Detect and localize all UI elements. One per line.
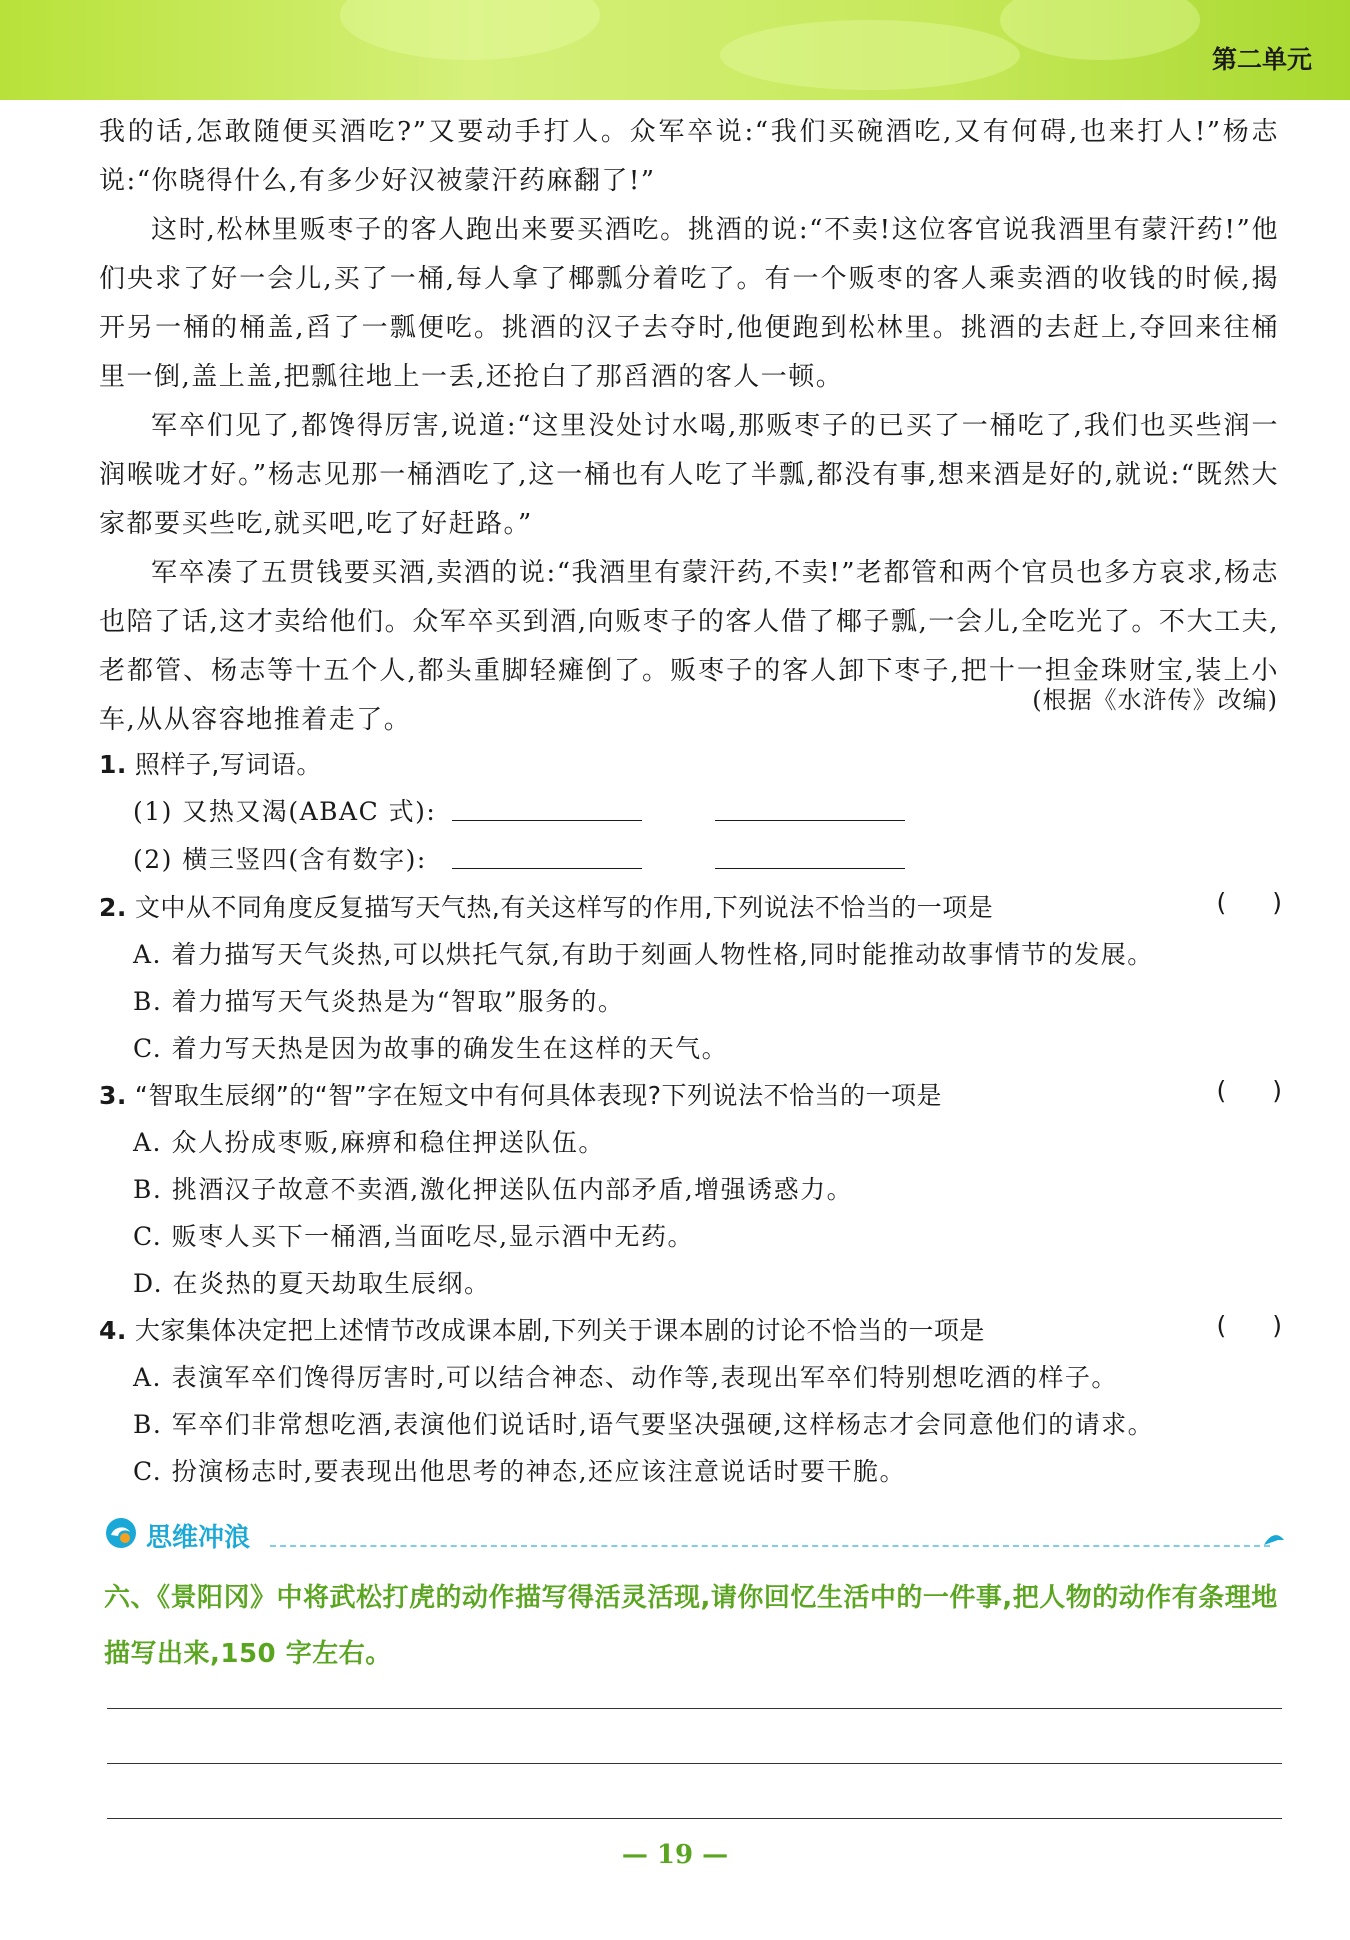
option: A. 表演军卒们馋得厉害时,可以结合神态、动作等,表现出军卒们特别想吃酒的样子。 bbox=[133, 1363, 1118, 1392]
section-title: 思维冲浪 bbox=[146, 1522, 251, 1553]
question-number: 1. bbox=[99, 750, 127, 779]
answer-parentheses[interactable]: ( ) bbox=[1216, 1076, 1282, 1105]
answer-blank[interactable] bbox=[452, 868, 642, 869]
passage-source: (根据《水浒传》改编) bbox=[1032, 686, 1278, 714]
option: C. 着力写天热是因为故事的确发生在这样的天气。 bbox=[133, 1034, 729, 1063]
question-3 bbox=[99, 1076, 942, 1112]
option: B. 军卒们非常想吃酒,表演他们说话时,语气要坚决强硬,这样杨志才会同意他们的请求。 bbox=[133, 1410, 1155, 1439]
option: C. 贩枣人买下一桶酒,当面吃尽,显示酒中无药。 bbox=[133, 1222, 695, 1251]
wave-swirl-icon bbox=[104, 1516, 138, 1554]
option: D. 在炎热的夏天劫取生辰纲。 bbox=[133, 1269, 491, 1298]
option: A. 着力描写天气炎热,可以烘托气氛,有助于刻画人物性格,同时能推动故事情节的发展。 bbox=[133, 940, 1154, 969]
option: B. 挑酒汉子故意不卖酒,激化押送队伍内部矛盾,增强诱惑力。 bbox=[133, 1175, 854, 1204]
question-stem: “智取生辰纲”的“智”字在短文中有何具体表现?下列说法不恰当的一项是 bbox=[134, 1081, 942, 1110]
writing-task: 六、《景阳冈》中将武松打虎的动作描写得活灵活现,请你回忆生活中的一件事,把人物的动作有条理地描写出来,150 字左右。 bbox=[104, 1583, 1278, 1669]
question-2 bbox=[99, 888, 993, 924]
passage-paragraph: 这时,松林里贩枣子的客人跑出来要买酒吃。挑酒的说:“不卖!这位客官说我酒里有蒙汗药!”他们央求了好一会儿,买了一桶,每人拿了椰瓢分着吃了。有一个贩枣的客人乘卖酒的收钱的时候,揭开另一桶的桶盖,舀了一瓢便吃。挑酒的汉子去夺时,他便跑到松林里。挑酒的去赶上,夺回来往桶里一倒,盖上盖,把瓢往地上一丢,还抢白了那舀酒的客人一顿。 bbox=[99, 215, 1279, 392]
passage-paragraph: 军卒凑了五贯钱要买酒,卖酒的说:“我酒里有蒙汗药,不卖!”老都管和两个官员也多方哀求,杨志也陪了话,这才卖给他们。众军卒买到酒,向贩枣子的客人借了椰子瓢,一会儿,全吃光了。不大工夫,老都管、杨志等十五个人,都头重脚轻瘫倒了。贩枣子的客人卸下枣子,把十一担金珠财宝,装上小车,从从容容地推着走了。 bbox=[99, 558, 1279, 735]
answer-blank[interactable] bbox=[715, 868, 905, 869]
section-header bbox=[104, 1516, 250, 1554]
leaf-decoration bbox=[720, 20, 1020, 90]
top-banner bbox=[0, 0, 1350, 100]
question-stem: 文中从不同角度反复描写天气热,有关这样写的作用,下列说法不恰当的一项是 bbox=[134, 893, 994, 922]
passage-paragraph: 军卒们见了,都馋得厉害,说道:“这里没处讨水喝,那贩枣子的已买了一桶吃了,我们也买些润一润喉咙才好。”杨志见那一桶酒吃了,这一桶也有人吃了半瓢,都没有事,想来酒是好的,就说:“既然大家都要买些吃,就买吧,吃了好赶路。” bbox=[99, 411, 1279, 539]
leaf-decoration bbox=[1000, 0, 1200, 60]
page-number: — 19 — bbox=[621, 1840, 729, 1870]
question-number: 2. bbox=[99, 893, 127, 922]
question-number: 3. bbox=[99, 1081, 127, 1110]
option: C. 扮演杨志时,要表现出他思考的神态,还应该注意说话时要干脆。 bbox=[133, 1457, 907, 1486]
option: A. 众人扮成枣贩,麻痹和稳住押送队伍。 bbox=[133, 1128, 605, 1157]
section-divider bbox=[270, 1545, 1270, 1547]
q1-item: (2) 横三竖四(含有数字): bbox=[133, 845, 427, 874]
question-1 bbox=[99, 745, 322, 781]
option: B. 着力描写天气炎热是为“智取”服务的。 bbox=[133, 987, 625, 1016]
unit-label: 第二单元 bbox=[1211, 45, 1312, 74]
leaf-decoration bbox=[340, 0, 600, 60]
answer-blank[interactable] bbox=[715, 820, 905, 821]
answer-parentheses[interactable]: ( ) bbox=[1216, 1311, 1282, 1340]
writing-line[interactable] bbox=[107, 1763, 1282, 1764]
passage-paragraph: 我的话,怎敢随便买酒吃?”又要动手打人。众军卒说:“我们买碗酒吃,又有何碍,也来打人!”杨志说:“你晓得什么,有多少好汉被蒙汗药麻翻了!” bbox=[99, 117, 1279, 196]
question-number: 4. bbox=[99, 1316, 127, 1345]
q1-item: (1) 又热又渴(ABAC 式): bbox=[133, 797, 437, 826]
question-stem: 大家集体决定把上述情节改成课本剧,下列关于课本剧的讨论不恰当的一项是 bbox=[134, 1316, 985, 1345]
writing-line[interactable] bbox=[107, 1818, 1282, 1819]
answer-parentheses[interactable]: ( ) bbox=[1216, 888, 1282, 917]
question-stem: 照样子,写词语。 bbox=[134, 750, 322, 779]
answer-blank[interactable] bbox=[452, 820, 642, 821]
wave-end-icon bbox=[1262, 1530, 1286, 1552]
question-4 bbox=[99, 1311, 985, 1347]
writing-line[interactable] bbox=[107, 1708, 1282, 1709]
